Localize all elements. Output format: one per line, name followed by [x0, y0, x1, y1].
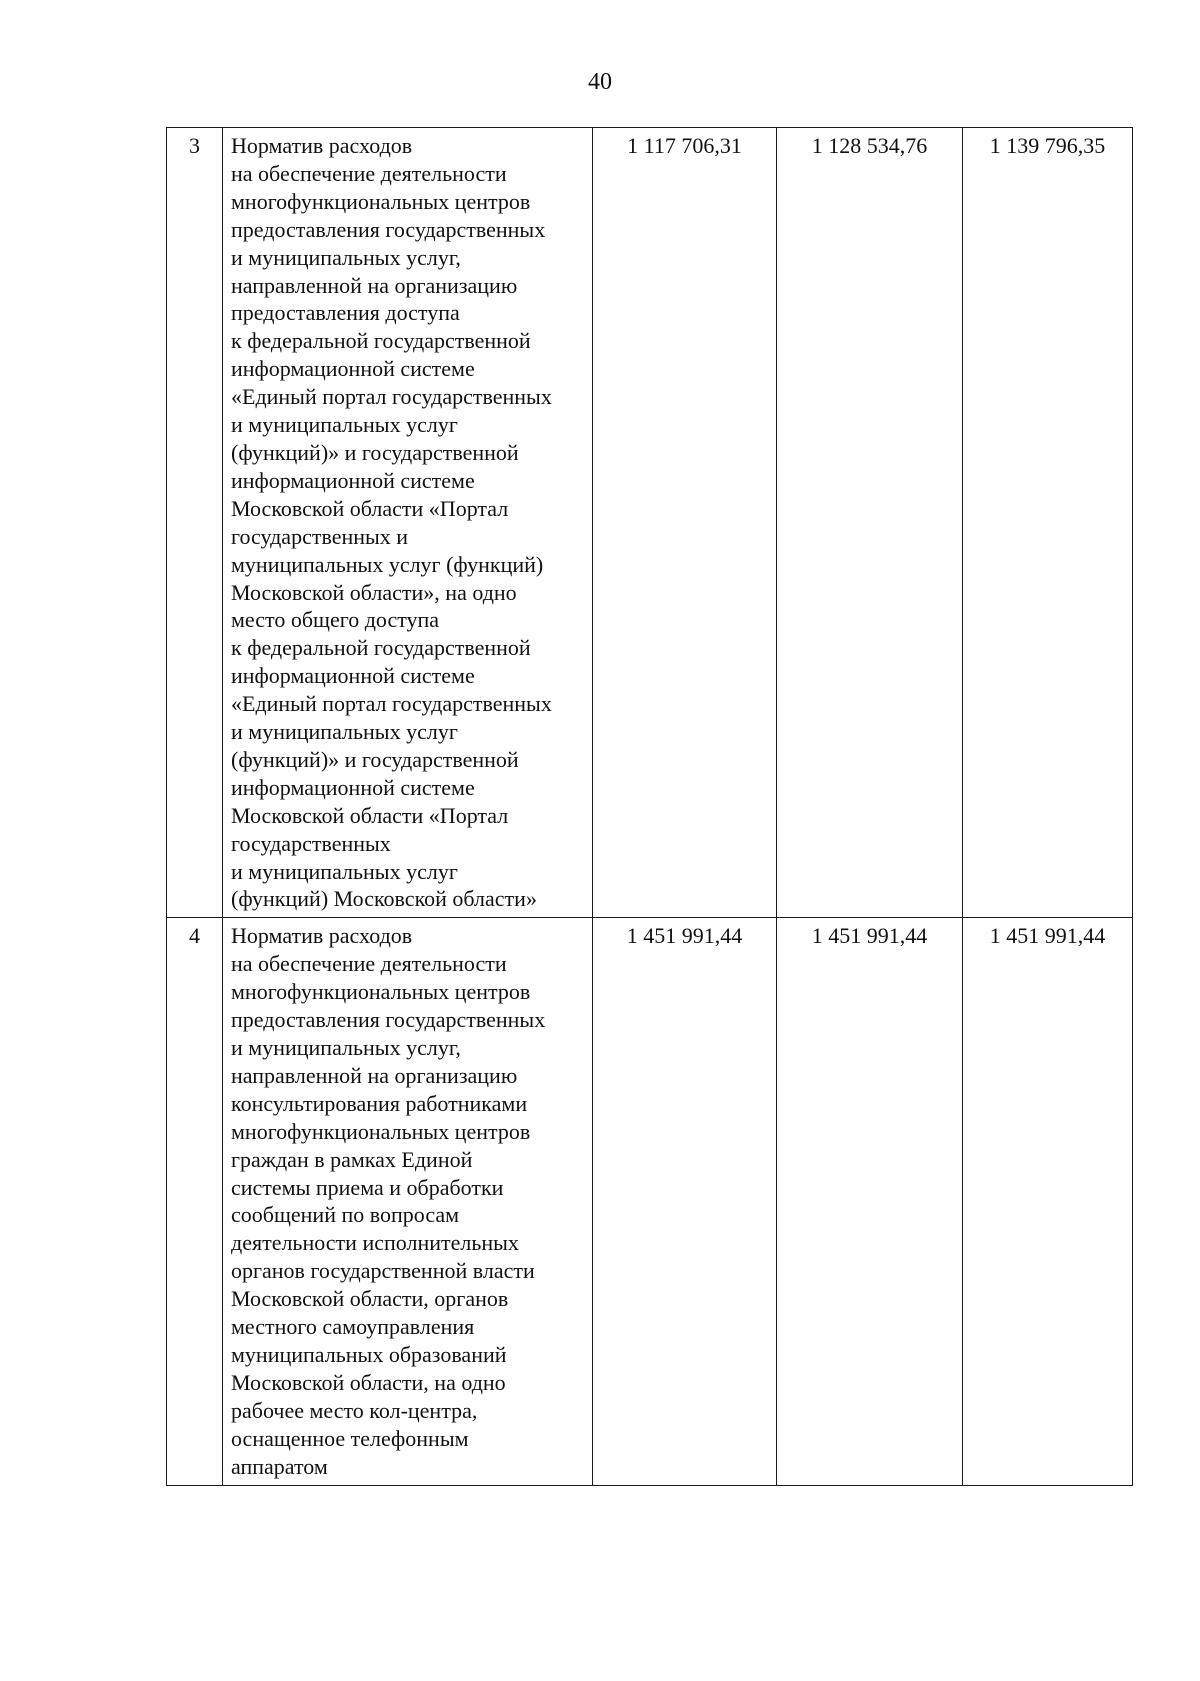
description-line: предоставления государственных — [231, 1007, 546, 1033]
description-line: «Единый портал государственных — [231, 384, 552, 410]
description-line: аппаратом — [231, 1453, 328, 1479]
description-line: (функций)» и государственной — [231, 439, 519, 465]
description-line: к федеральной государственной — [231, 635, 531, 661]
description-line: муниципальных образований — [231, 1341, 507, 1367]
description-line: Московской области», на одно — [231, 579, 517, 605]
description-line: Московской области «Портал — [231, 802, 509, 828]
description-line: на обеспечение деятельности — [231, 951, 507, 977]
description-line: деятельности исполнительных — [231, 1230, 519, 1256]
description-line: оснащенное телефонным — [231, 1425, 469, 1451]
row-number: 4 — [167, 918, 223, 1485]
description-line: многофункциональных центров — [231, 979, 531, 1005]
description-line: «Единый портал государственных — [231, 691, 552, 717]
description-line: предоставления государственных — [231, 216, 546, 242]
table-row — [167, 128, 1133, 918]
description-line: (функций)» и государственной — [231, 746, 519, 772]
description-line: информационной системе — [231, 467, 475, 493]
description-line: на обеспечение деятельности — [231, 160, 507, 186]
description-line: и муниципальных услуг, — [231, 1035, 461, 1060]
description-line: многофункциональных центров — [231, 188, 531, 214]
description-line: государственных — [231, 830, 391, 856]
description-line: Норматив расходов — [231, 133, 413, 158]
description-line: (функций) Московской области» — [231, 886, 537, 912]
value-cell: 1 139 796,35 — [963, 128, 1133, 918]
description-line: и муниципальных услуг — [231, 858, 458, 884]
description-line: информационной системе — [231, 663, 475, 689]
description-line: консультирования работниками — [231, 1090, 528, 1116]
page-number: 40 — [588, 69, 612, 95]
description-line: муниципальных услуг (функций) — [231, 551, 544, 577]
description-line: и муниципальных услуг — [231, 412, 458, 438]
description-line: многофункциональных центров — [231, 1118, 531, 1144]
description-line: информационной системе — [231, 356, 475, 382]
description-line: направленной на организацию — [231, 1062, 518, 1088]
table-row — [167, 918, 1133, 1485]
description-line: направленной на организацию — [231, 272, 518, 298]
description-line: информационной системе — [231, 774, 475, 800]
description-line: сообщений по вопросам — [231, 1202, 460, 1228]
description-line: Московской области «Портал — [231, 495, 509, 521]
description-line: место общего доступа — [231, 607, 440, 633]
description-line: государственных и — [231, 523, 409, 549]
description-line: Московской области, на одно — [231, 1369, 506, 1395]
row-number: 3 — [167, 128, 223, 918]
description-line: Московской области, органов — [231, 1286, 509, 1312]
row-description — [223, 918, 593, 1485]
description-line: рабочее место кол-центра, — [231, 1397, 478, 1423]
description-line: граждан в рамках Единой — [231, 1146, 473, 1172]
description-line: местного самоуправления — [231, 1314, 475, 1340]
description-line: к федеральной государственной — [231, 328, 531, 354]
description-line: предоставления доступа — [231, 300, 460, 326]
value-cell: 1 451 991,44 — [593, 918, 777, 1485]
value-cell: 1 117 706,31 — [593, 128, 777, 918]
description-line: и муниципальных услуг, — [231, 244, 461, 270]
description-line: Норматив расходов — [231, 923, 413, 949]
norms-table — [166, 127, 1133, 1486]
description-line: системы приема и обработки — [231, 1174, 504, 1200]
description-line: и муниципальных услуг — [231, 719, 458, 745]
value-cell: 1 451 991,44 — [963, 918, 1133, 1485]
description-line: органов государственной власти — [231, 1258, 535, 1284]
value-cell: 1 451 991,44 — [777, 918, 963, 1485]
row-description — [223, 128, 593, 918]
value-cell: 1 128 534,76 — [777, 128, 963, 918]
